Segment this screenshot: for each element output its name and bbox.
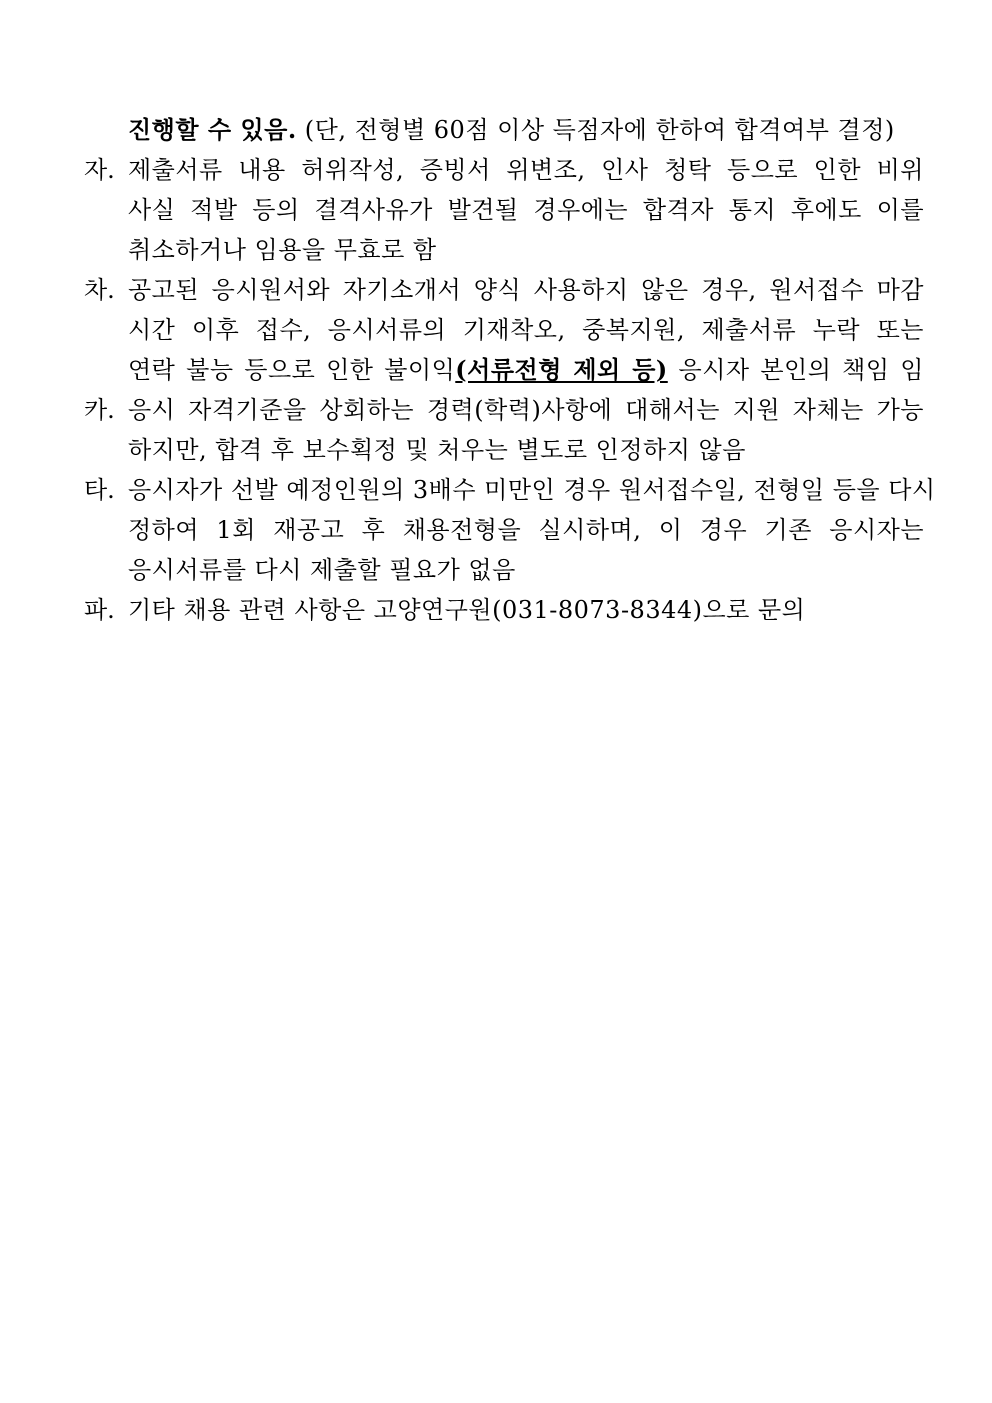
intro-rest-text: (단, 전형별 60점 이상 득점자에 한하여 합격여부 결정) (296, 116, 895, 144)
list-item-pa (84, 590, 924, 630)
list-marker: 카. (84, 396, 115, 424)
list-item-text-after: 응시자 본인의 책임 임 (667, 356, 924, 384)
list-item-text: 응시 자격기준을 상회하는 경력(학력)사항에 대해서는 지원 자체는 가능 (128, 396, 924, 424)
intro-line (84, 110, 924, 150)
list-item-line (84, 350, 924, 390)
list-item-text: 응시자가 선발 예정인원의 3배수 미만인 경우 원서접수일, 전형일 등을 다시 (128, 476, 936, 504)
list-item-ja (84, 150, 924, 270)
list-item-text: 기타 채용 관련 사항은 고양연구원(031-8073-8344)으로 문의 (128, 596, 806, 624)
list-item-line (84, 270, 924, 310)
list-item-text: 응시서류를 다시 제출할 필요가 없음 (128, 556, 516, 584)
notice-body (84, 110, 936, 630)
list-item-line (84, 510, 924, 550)
list-item-ta (84, 470, 936, 590)
list-item-text (128, 350, 924, 390)
list-item-text: 제출서류 내용 허위작성, 증빙서 위변조, 인사 청탁 등으로 인한 비위 (128, 156, 924, 184)
list-item-line (84, 470, 936, 510)
list-marker: 파. (84, 596, 115, 624)
list-item-text: 공고된 응시원서와 자기소개서 양식 사용하지 않은 경우, 원서접수 마감 (128, 276, 924, 304)
list-item-text: 취소하거나 임용을 무효로 함 (128, 236, 437, 264)
list-item-cha (84, 270, 924, 390)
list-item-line (84, 550, 924, 590)
emphasis-text: (서류전형 제외 등) (455, 355, 668, 384)
list-item-text-before: 연락 불능 등으로 인한 불이익 (128, 356, 456, 384)
list-marker: 차. (84, 276, 115, 304)
list-item-text: 시간 이후 접수, 응시서류의 기재착오, 중복지원, 제출서류 누락 또는 (128, 316, 924, 344)
intro-text (128, 110, 924, 150)
list-item-text: 하지만, 합격 후 보수획정 및 처우는 별도로 인정하지 않음 (128, 436, 746, 464)
list-item-text: 정하여 1회 재공고 후 채용전형을 실시하며, 이 경우 기존 응시자는 (128, 516, 924, 544)
list-item-line (84, 230, 924, 270)
list-item-line (84, 390, 924, 430)
list-item-text: 사실 적발 등의 결격사유가 발견될 경우에는 합격자 통지 후에도 이를 (128, 196, 924, 224)
list-marker: 타. (84, 476, 115, 504)
list-item-line (84, 430, 924, 470)
list-item-line (84, 310, 924, 350)
list-marker: 자. (84, 156, 115, 184)
list-item-line (84, 590, 924, 630)
list-item-line (84, 150, 924, 190)
list-item-ka (84, 390, 924, 470)
list-item-line (84, 190, 924, 230)
intro-bold-text: 진행할 수 있음. (128, 115, 297, 144)
